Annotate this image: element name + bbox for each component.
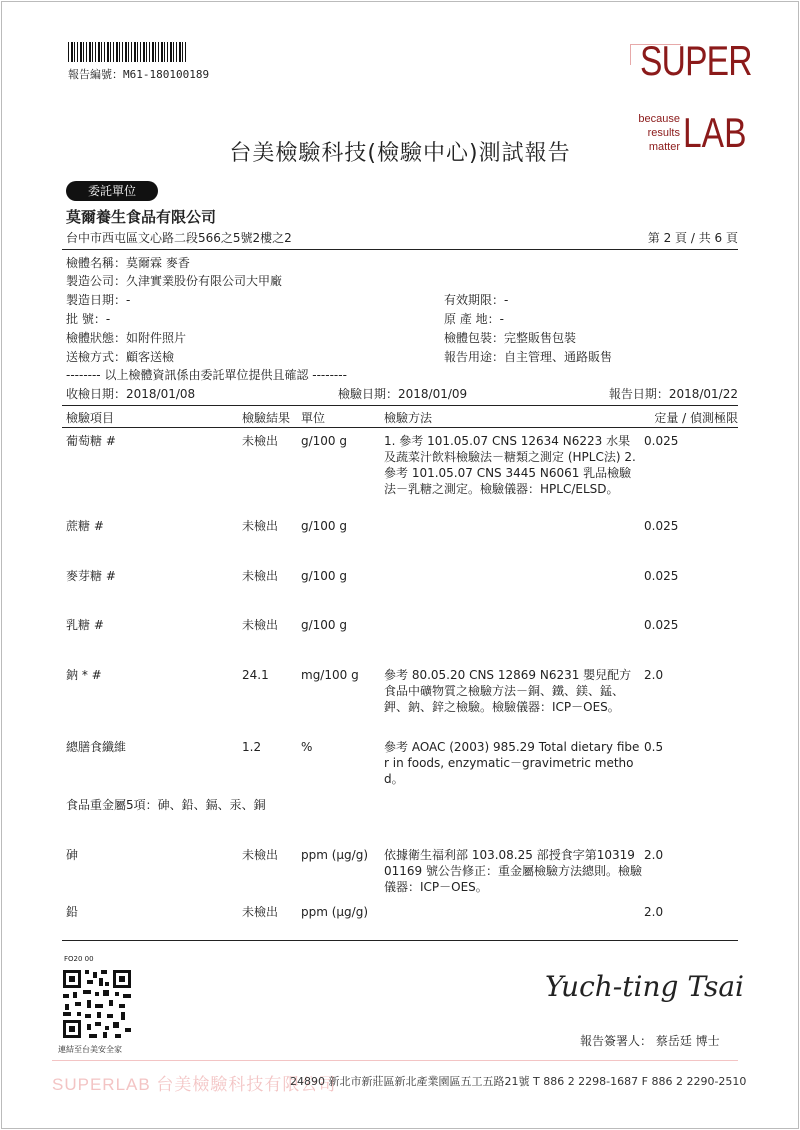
client-badge: 委託單位	[66, 181, 158, 201]
qr-code-icon[interactable]	[60, 967, 134, 1041]
divider	[62, 427, 738, 428]
table-row-limit: 0.025	[644, 569, 679, 583]
sample-batch: 批 號：-	[66, 312, 111, 326]
report-title: 台美檢驗科技(檢驗中心)測試報告	[229, 141, 571, 166]
header-result: 檢驗結果	[242, 411, 291, 425]
table-row-result: 未檢出	[242, 618, 279, 632]
table-row-limit: 0.025	[644, 618, 679, 632]
table-row-item: 麥芽糖 #	[66, 569, 116, 583]
header-method: 檢驗方法	[384, 411, 433, 425]
table-row-result: 未檢出	[242, 905, 279, 919]
table-row-unit: mg/100 g	[301, 668, 359, 682]
table-row-result: 未檢出	[242, 569, 279, 583]
table-row-item: 乳糖 #	[66, 618, 104, 632]
footer-address: 24890 新北市新莊區新北產業園區五工五路21號 T 886 2 2298-1687 F 886 2 2290-2510	[290, 1075, 747, 1088]
table-row-item: 葡萄糖 #	[66, 434, 116, 448]
table-row-item: 食品重金屬5項：砷、鉛、鎘、汞、銅	[66, 798, 266, 812]
table-row-limit: 0.5	[644, 740, 664, 754]
tested-date: 檢驗日期：2018/01/09	[338, 387, 468, 401]
page-indicator: 第 2 頁 / 共 6 頁	[647, 231, 738, 245]
table-row-limit: 2.0	[644, 905, 664, 919]
table-row-item: 鉛	[66, 905, 79, 919]
table-row-method: 依據衛生福利部 103.08.25 部授食字第1031901169 號公告修正：重金屬檢驗方法總則。檢驗儀器：ICP－OES。	[384, 848, 642, 894]
header-unit: 單位	[301, 411, 326, 425]
divider	[62, 405, 738, 406]
logo-tagline-line: because	[638, 113, 680, 125]
table-row-method: 1. 參考 101.05.07 CNS 12634 N6223 水果及蔬菜汁飲料檢驗法－糖類之測定 (HPLC法) 2. 參考 101.05.07 CNS 3445 N6061 乳品檢驗法－乳糖之測定。檢驗儀器：HPLC/ELSD。	[384, 434, 636, 496]
sample-delivery: 送檢方式：顧客送檢	[66, 350, 175, 364]
table-row-method: 參考 80.05.20 CNS 12869 N6231 嬰兒配方食品中礦物質之檢驗方法－銅、鐵、鎂、錳、鉀、鈉、鋅之檢驗。檢驗儀器：ICP－OES。	[384, 668, 632, 714]
received-date: 收檢日期：2018/01/08	[66, 387, 196, 401]
sample-purpose: 報告用途：自主管理、通路販售	[444, 350, 613, 364]
barcode	[68, 42, 188, 62]
sample-expiry: 有效期限：-	[444, 293, 509, 307]
reported-date: 報告日期：2018/01/22	[608, 387, 738, 401]
table-row-result: 1.2	[242, 740, 262, 754]
divider	[62, 249, 738, 250]
sample-origin: 原 產 地：-	[444, 312, 504, 326]
sample-state: 檢體狀態：如附件照片	[66, 331, 187, 345]
logo-lab: LAB	[683, 109, 747, 156]
signer: 報告簽署人： 蔡岳廷 博士	[580, 1034, 720, 1048]
logo-tagline-line: results	[647, 127, 680, 139]
logo-super: SUPER	[640, 37, 752, 84]
table-row-item: 蔗糖 #	[66, 519, 104, 533]
table-row-limit: 0.025	[644, 519, 679, 533]
qr-caption: 連結至台美安全家	[58, 1045, 122, 1054]
table-row-unit: ppm (μg/g)	[301, 905, 369, 919]
table-row-result: 未檢出	[242, 434, 279, 448]
footer-divider	[52, 1060, 738, 1061]
table-row-unit: g/100 g	[301, 519, 347, 533]
sample-made-date: 製造日期：-	[66, 293, 131, 307]
divider	[62, 940, 738, 941]
table-row-result: 24.1	[242, 668, 269, 682]
table-row-unit: ppm (μg/g)	[301, 848, 369, 862]
sample-package: 檢體包裝：完整販售包裝	[444, 331, 577, 345]
table-row-item: 鈉 * #	[66, 668, 102, 682]
sample-name: 檢體名稱：莫爾霖 麥香	[66, 256, 190, 270]
table-row-unit: %	[301, 740, 313, 754]
table-row-item: 砷	[66, 848, 79, 862]
table-row-result: 未檢出	[242, 519, 279, 533]
sample-note: -------- 以上檢體資訊係由委託單位提供且確認 --------	[66, 368, 347, 382]
table-row-unit: g/100 g	[301, 434, 347, 448]
header-limit: 定量 / 偵測極限	[654, 411, 738, 425]
table-row-unit: g/100 g	[301, 569, 347, 583]
client-address: 台中市西屯區文心路二段566之5號2樓之2	[66, 231, 292, 245]
table-row-limit: 0.025	[644, 434, 679, 448]
table-row-method: 參考 AOAC (2003) 985.29 Total dietary fiber in foods, enzymatic－gravimetric method。	[384, 740, 640, 786]
table-row-item: 總膳食纖維	[66, 740, 127, 754]
report-number: 報告編號：M61-180100189	[68, 68, 210, 81]
footer-brand: SUPERLAB 台美檢驗科技有限公司	[52, 1075, 337, 1094]
table-row-unit: g/100 g	[301, 618, 347, 632]
logo-tagline-line: matter	[648, 141, 680, 153]
header-item: 檢驗項目	[66, 411, 115, 425]
qr-code-label: FO20 00	[64, 955, 94, 963]
page-frame	[1, 1, 799, 1129]
client-company: 莫爾養生食品有限公司	[66, 208, 217, 226]
table-row-result: 未檢出	[242, 848, 279, 862]
table-row-limit: 2.0	[644, 668, 664, 682]
table-row-limit: 2.0	[644, 848, 664, 862]
sample-maker: 製造公司：久津實業股份有限公司大甲廠	[66, 274, 283, 288]
signature: Yuch-ting Tsai	[545, 970, 744, 1003]
